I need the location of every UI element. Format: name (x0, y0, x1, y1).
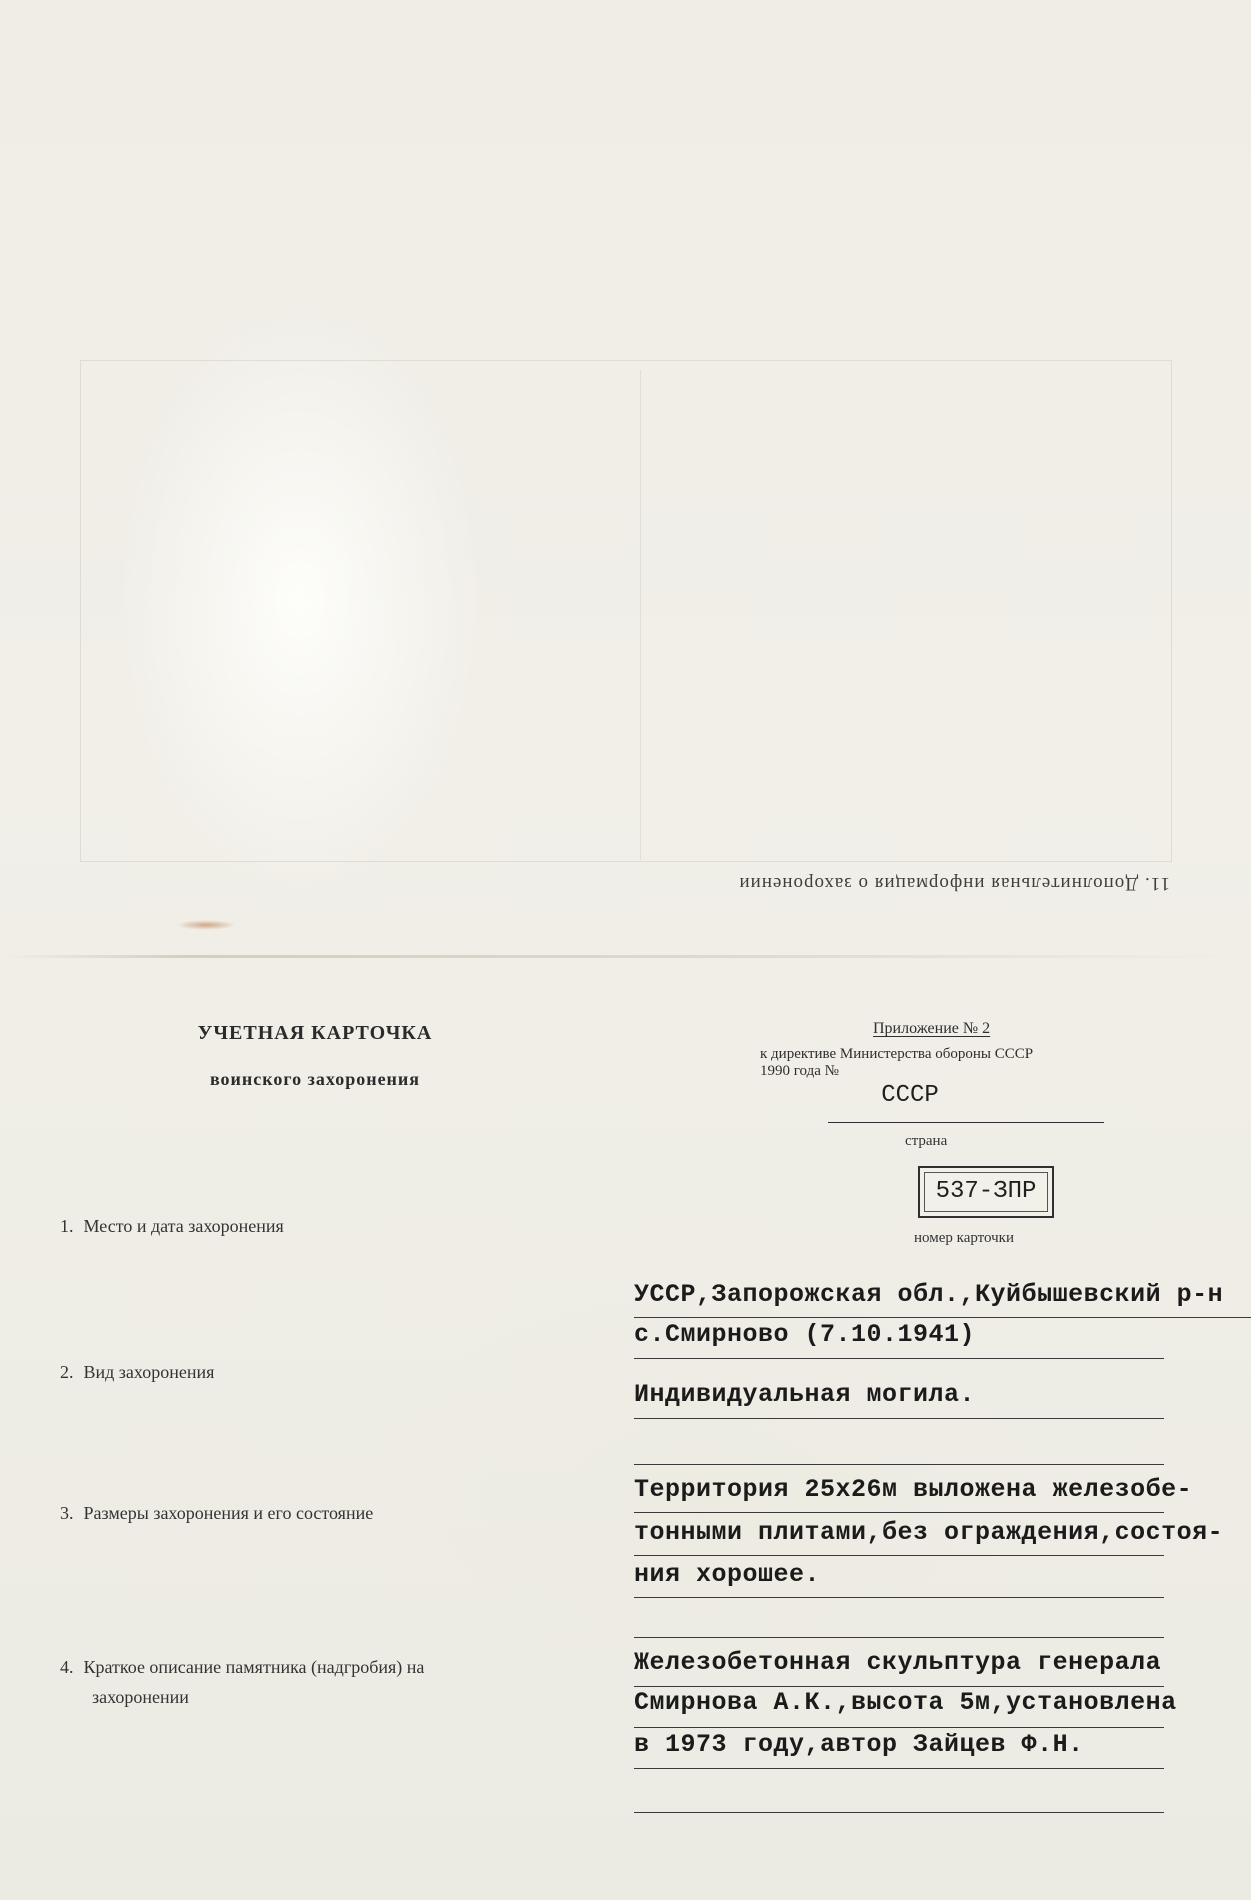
field-3-line-2: тонными плитами,без ограждения,состоя- (634, 1518, 1224, 1547)
field-4-label: 4. Краткое описание памятника (надгробия) на захоронении (60, 1657, 425, 1707)
country-caption: страна (905, 1133, 948, 1149)
field-4-underline-4 (634, 1812, 1164, 1813)
appendix-line-1: к директиве Министерства обороны СССР (760, 1046, 1034, 1062)
field-2-label: 2. Вид захоронения (60, 1362, 215, 1382)
field-1-line-1: УССР,Запорожская обл.,Куйбышевский р-н (634, 1280, 1224, 1309)
field-4-underline-2 (634, 1727, 1164, 1728)
appendix-heading: Приложение № 2 (873, 1020, 991, 1037)
field-3-underline-2 (634, 1555, 1164, 1556)
field-4-line-3: в 1973 году,автор Зайцев Ф.Н. (634, 1730, 1084, 1759)
field-3-underline-1 (634, 1512, 1164, 1513)
field-2-underline-2 (634, 1464, 1164, 1465)
back-side-box (640, 370, 1171, 860)
field-4-underline-1 (634, 1686, 1164, 1687)
card-number-box (918, 1166, 1054, 1218)
card-subtitle: воинского захоронения (209, 1069, 421, 1089)
ink-stain (176, 920, 236, 930)
field-2-underline-1 (634, 1418, 1164, 1419)
field-1-label: 1. Место и дата захоронения (60, 1216, 284, 1236)
field-4-underline-3 (634, 1768, 1164, 1769)
card-title: УЧЕТНАЯ КАРТОЧКА (197, 1022, 433, 1044)
back-side-heading: 11. Дополнительная информация о захоронении (738, 873, 1170, 894)
field-3-underline-4 (634, 1637, 1164, 1638)
card-number-caption: номер карточки (914, 1230, 1014, 1246)
field-1-line-2: с.Смирново (7.10.1941) (634, 1320, 976, 1349)
country-value: СССР (881, 1082, 939, 1109)
field-1-underline-2 (634, 1358, 1164, 1359)
field-2-line-1: Индивидуальная могила. (634, 1380, 976, 1409)
field-3-label: 3. Размеры захоронения и его состояние (60, 1503, 374, 1523)
field-4-line-1: Железобетонная скульптура генерала (634, 1648, 1162, 1677)
field-3-underline-3 (634, 1597, 1164, 1598)
country-underline (828, 1122, 1104, 1123)
field-1-underline-1 (634, 1317, 1251, 1318)
field-3-line-3: ния хорошее. (634, 1560, 821, 1589)
field-3-line-1: Территория 25х26м выложена железобе- (634, 1475, 1193, 1504)
appendix-line-2: 1990 года № (760, 1063, 839, 1079)
card-number-value: 537-ЗПР (935, 1178, 1037, 1205)
field-4-line-2: Смирнова А.К.,высота 5м,установлена (634, 1688, 1177, 1717)
fold-line (0, 955, 1251, 958)
